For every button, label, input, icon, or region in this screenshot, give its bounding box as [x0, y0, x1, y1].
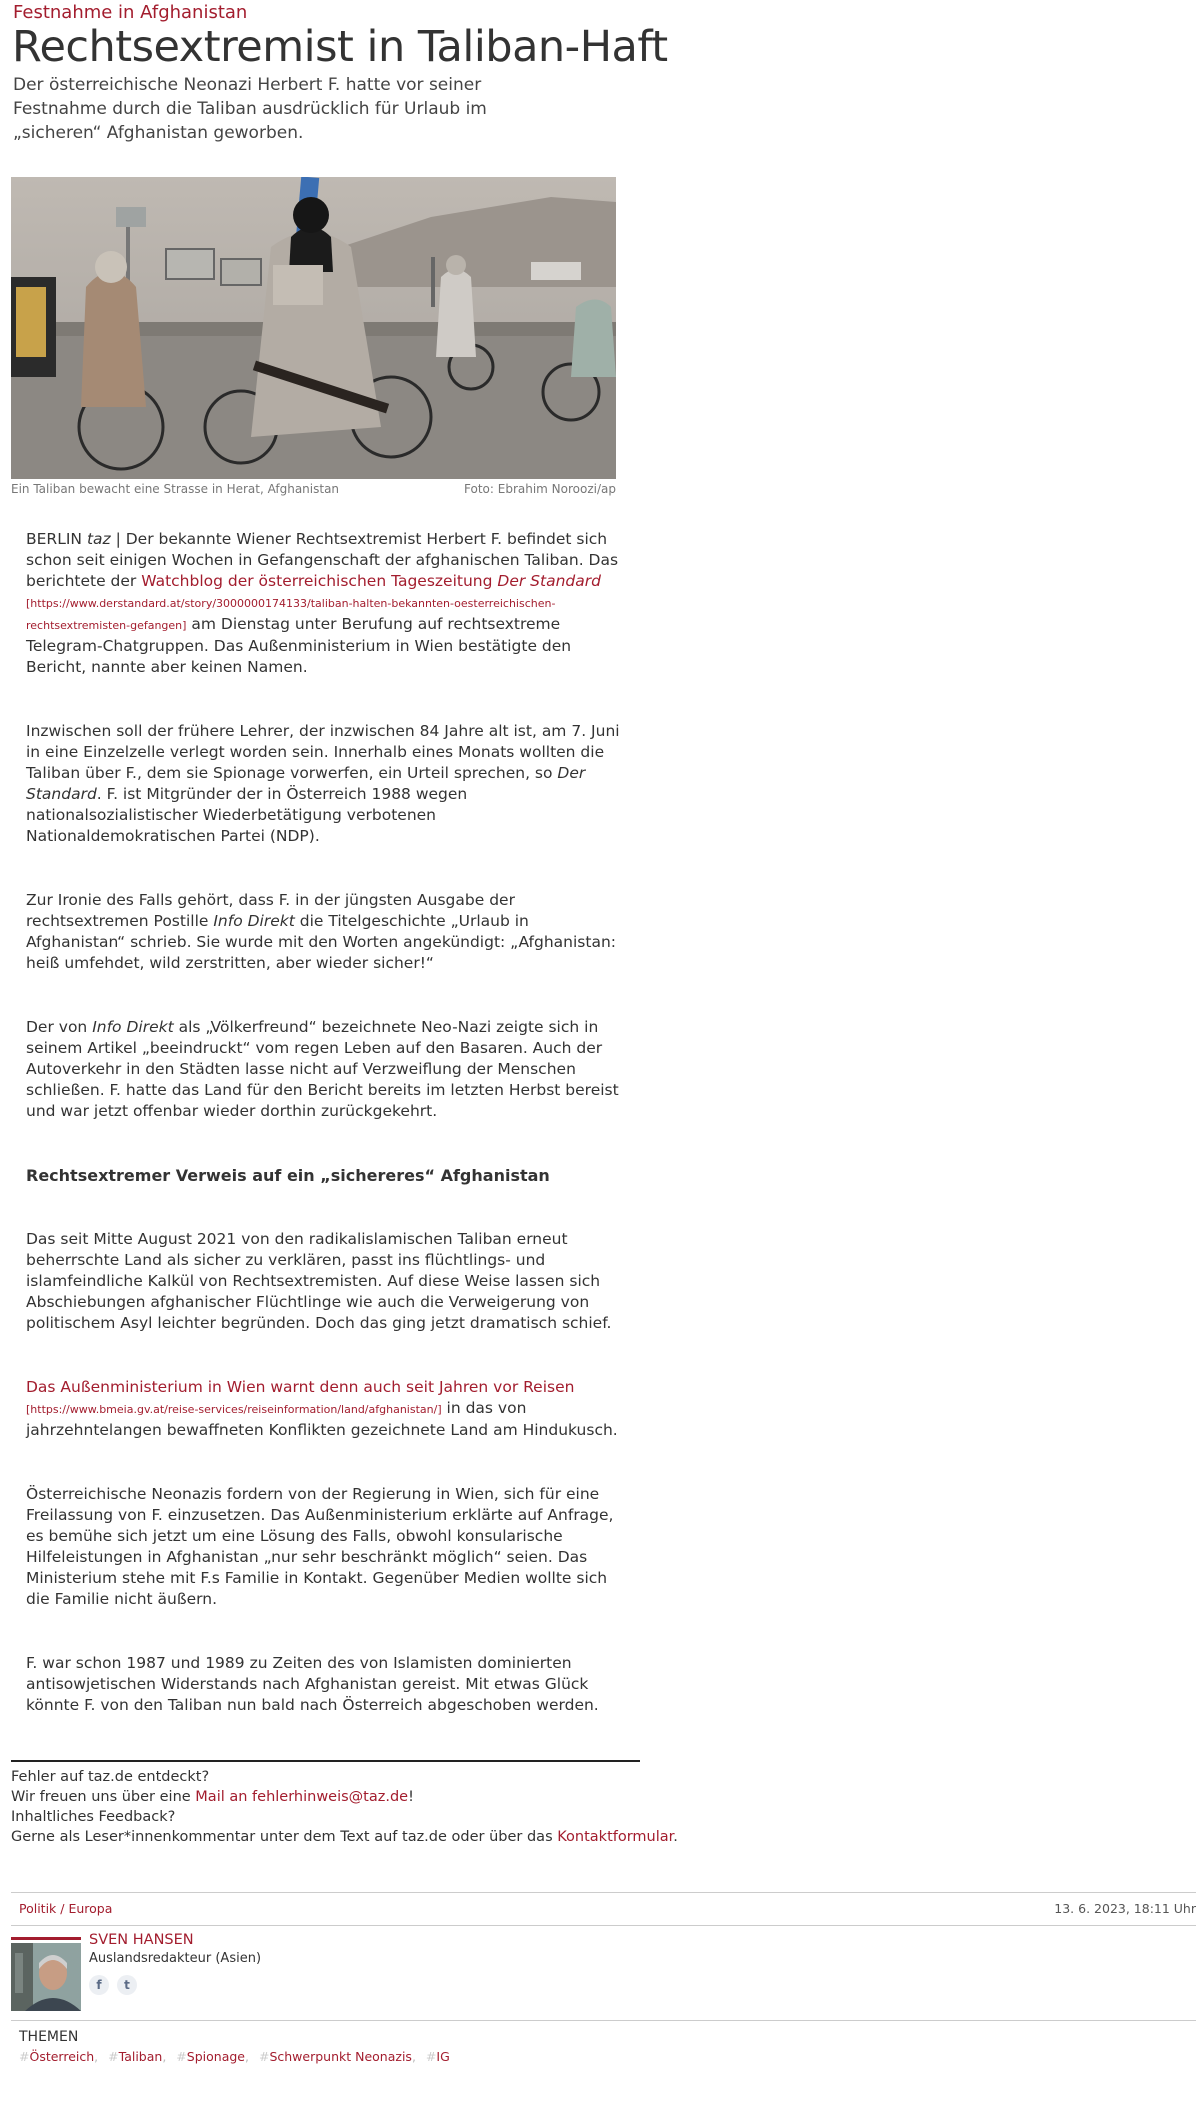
- tag-separator: ,: [244, 2049, 249, 2064]
- link-bmeia[interactable]: Das Außenministerium in Wien warnt denn auch seit Jahren vor Reisen: [26, 1378, 575, 1396]
- paragraph-4-text-b: als „Völkerfreund“ bezeichnete Neo-Nazi zeigte sich in seinem Artikel „beeindruckt“ vom regen Leben auf den Basaren. Auch der Autoverkehr in den Städten lasse nicht auf Verzweiflung der Menschen schließen. F. hatte das Land für den Bericht bereits im letzten Herbst bereist und war jetzt offenbar wieder dorthin zurückgekehrt.: [26, 1018, 619, 1120]
- feedback-line-3: Inhaltliches Feedback?: [11, 1809, 176, 1825]
- paragraph-3-text-a: Zur Ironie des Falls gehört, dass F. in der jüngsten Ausgabe der rechtsextremen Postille: [26, 891, 515, 930]
- tag-separator: ,: [411, 2049, 416, 2064]
- paragraph-5: Das seit Mitte August 2021 von den radikalislamischen Taliban erneut beherrschte Land als sicher zu verklären, passt ins flüchtlings- und islamfeindliche Kalkül von Rechtsextremisten. Auf diese Weise lassen sich Abschiebungen afghanischer Flüchtlinge wie auch die Verweigerung von politischem Asyl leichter begründen. Doch das ging jetzt dramatisch schief.: [26, 1230, 612, 1332]
- paragraph-4-text-a: Der von: [26, 1018, 93, 1036]
- feedback-line-4-a: Gerne als Leser*innenkommentar unter dem Text auf taz.de oder über das: [11, 1829, 558, 1845]
- paragraph-1: [26, 529, 628, 678]
- tag-separator: ,: [162, 2049, 167, 2064]
- hash-icon: #: [425, 2049, 437, 2064]
- topic-tag-label: Österreich: [29, 2049, 95, 2064]
- avatar[interactable]: [11, 1943, 81, 2011]
- feedback-line-2: [11, 1787, 678, 1807]
- article-kicker: Festnahme in Afghanistan: [13, 2, 248, 23]
- article-teaser: Der österreichische Neonazi Herbert F. hatte vor seiner Festnahme durch die Taliban ausdrücklich für Urlaub im „sicheren“ Afghanistan geworben.: [13, 75, 487, 143]
- photo-credit: Foto: Ebrahim Noroozi/ap: [464, 482, 616, 496]
- paragraph-2: [26, 721, 628, 847]
- paragraph-6-text: in das von jahrzehntelangen bewaffneten Konflikten gezeichnete Land am Hindukusch.: [26, 1399, 618, 1439]
- tag-separator: ,: [94, 2049, 99, 2064]
- meta-divider-bottom: [11, 1925, 1196, 1926]
- topic-tag[interactable]: [259, 2049, 416, 2064]
- paragraph-4: [26, 1017, 628, 1122]
- author-accent-bar: [11, 1937, 81, 1940]
- url-bmeia[interactable]: [https://www.bmeia.gv.at/reise-services/reiseinformation/land/afghanistan/]: [26, 1403, 442, 1416]
- feedback-line-1: Fehler auf taz.de entdeckt?: [11, 1769, 210, 1785]
- twitter-icon[interactable]: t: [117, 1975, 137, 1995]
- paragraph-6: [26, 1377, 628, 1441]
- article-photo: [11, 177, 616, 479]
- link-derstandard-em: Der Standard: [497, 572, 601, 590]
- paragraph-4-em: Info Direkt: [92, 1018, 174, 1036]
- photo-caption: [11, 482, 616, 496]
- topic-tag[interactable]: [176, 2049, 249, 2064]
- topic-tag[interactable]: [19, 2049, 98, 2064]
- paragraph-1-text-a: Der bekannte Wiener Rechtsextremist Herbert F. befindet sich schon seit einigen Wochen in Gefangenschaft der afghanischen Taliban. Das berichtete der: [26, 530, 619, 590]
- caption-text: Ein Taliban bewacht eine Strasse in Herat, Afghanistan: [11, 482, 340, 496]
- contact-form-link[interactable]: Kontaktformular: [557, 1829, 674, 1845]
- url-derstandard[interactable]: [https://www.derstandard.at/story/3000000174133/taliban-halten-bekannten-oesterreichischen-rechtsextremisten-gefangen]: [26, 597, 556, 632]
- paragraph-8: F. war schon 1987 und 1989 zu Zeiten des von Islamisten dominierten antisowjetischen Widerstands nach Afghanistan gereist. Mit etwas Glück könnte F. von den Taliban nun bald nach Österreich abgeschoben werden.: [26, 1654, 599, 1714]
- feedback-divider: [11, 1760, 640, 1762]
- mail-link[interactable]: Mail an fehlerhinweis@taz.de: [195, 1789, 409, 1805]
- feedback-box: [11, 1767, 678, 1847]
- topic-tag-label: Spionage: [186, 2049, 245, 2064]
- topic-tags: [19, 2049, 456, 2064]
- topic-tag[interactable]: [108, 2049, 166, 2064]
- paragraph-3: [26, 890, 628, 974]
- category-link[interactable]: Politik / Europa: [19, 1901, 113, 1916]
- feedback-line-4: [11, 1827, 678, 1847]
- paragraph-2-em: Der Standard: [26, 764, 586, 803]
- topic-tag-label: Schwerpunkt Neonazis: [269, 2049, 412, 2064]
- publish-date: 13. 6. 2023, 18:11 Uhr: [1054, 1901, 1196, 1916]
- hash-icon: #: [258, 2049, 270, 2064]
- hash-icon: #: [176, 2049, 187, 2064]
- dateline: BERLIN: [26, 530, 82, 548]
- hash-icon: #: [108, 2049, 119, 2064]
- article-subheading: Rechtsextremer Verweis auf ein „sichereres“ Afghanistan: [26, 1166, 550, 1185]
- paragraph-3-em: Info Direkt: [213, 912, 295, 930]
- author-name[interactable]: SVEN HANSEN: [89, 1932, 194, 1948]
- topics-divider: [11, 2020, 1196, 2021]
- feedback-line-2-b: !: [408, 1789, 414, 1805]
- paragraph-2-text-a: Inzwischen soll der frühere Lehrer, der inzwischen 84 Jahre alt ist, am 7. Juni in eine Einzelzelle verlegt worden sein. Innerhalb eines Monats wollten die Taliban über F., dem sie Spionage vorwerfen, ein Urteil sprechen, so: [26, 722, 620, 782]
- author-role: Auslandsredakteur (Asien): [89, 1951, 262, 1966]
- feedback-line-4-b: .: [673, 1829, 678, 1845]
- paragraph-7: Österreichische Neonazis fordern von der Regierung in Wien, sich für eine Freilassung von F. einzusetzen. Das Außenministerium erklärte auf Anfrage, es bemühe sich jetzt um eine Lösung des Falls, obwohl konsularische Hilfeleistungen in Afghanistan „nur sehr beschränkt möglich“ seien. Das Ministerium stehe mit F.s Familie in Kontakt. Gegenüber Medien wollte sich die Familie nicht äußern.: [26, 1485, 614, 1608]
- meta-divider-top: [11, 1892, 1196, 1893]
- article-headline: Rechtsextremist in Taliban-Haft: [12, 22, 668, 72]
- paragraph-1-text-b: am Dienstag unter Berufung auf rechtsextreme Telegram-Chatgruppen. Das Außenministerium in Wien bestätigte den Bericht, nannte aber keinen Namen.: [26, 615, 572, 676]
- topics-label: THEMEN: [19, 2029, 79, 2045]
- topic-tag[interactable]: [426, 2049, 450, 2064]
- topic-tag-label: Taliban: [118, 2049, 163, 2064]
- paragraph-3-text-b: die Titelgeschichte „Urlaub in Afghanistan“ schrieb. Sie wurde mit den Worten angekündigt: „Afghanistan: heiß umfehdet, wild zerstritten, aber wieder sicher!“: [26, 912, 616, 972]
- article-body: [26, 529, 628, 1759]
- facebook-icon[interactable]: f: [89, 1975, 109, 1995]
- link-derstandard[interactable]: [141, 572, 601, 590]
- topic-tag-label: IG: [436, 2049, 450, 2064]
- feedback-line-2-a: Wir freuen uns über eine: [11, 1789, 196, 1805]
- hash-icon: #: [19, 2049, 30, 2064]
- link-derstandard-text: Watchblog der österreichischen Tageszeitung: [141, 572, 498, 590]
- paragraph-2-text-b: . F. ist Mitgründer der in Österreich 1988 wegen nationalsozialistischer Wiederbetätigung verbotenen Nationaldemokratischen Partei (NDP).: [26, 785, 468, 845]
- source-taz: taz: [86, 530, 111, 548]
- dateline-separator: |: [110, 530, 126, 548]
